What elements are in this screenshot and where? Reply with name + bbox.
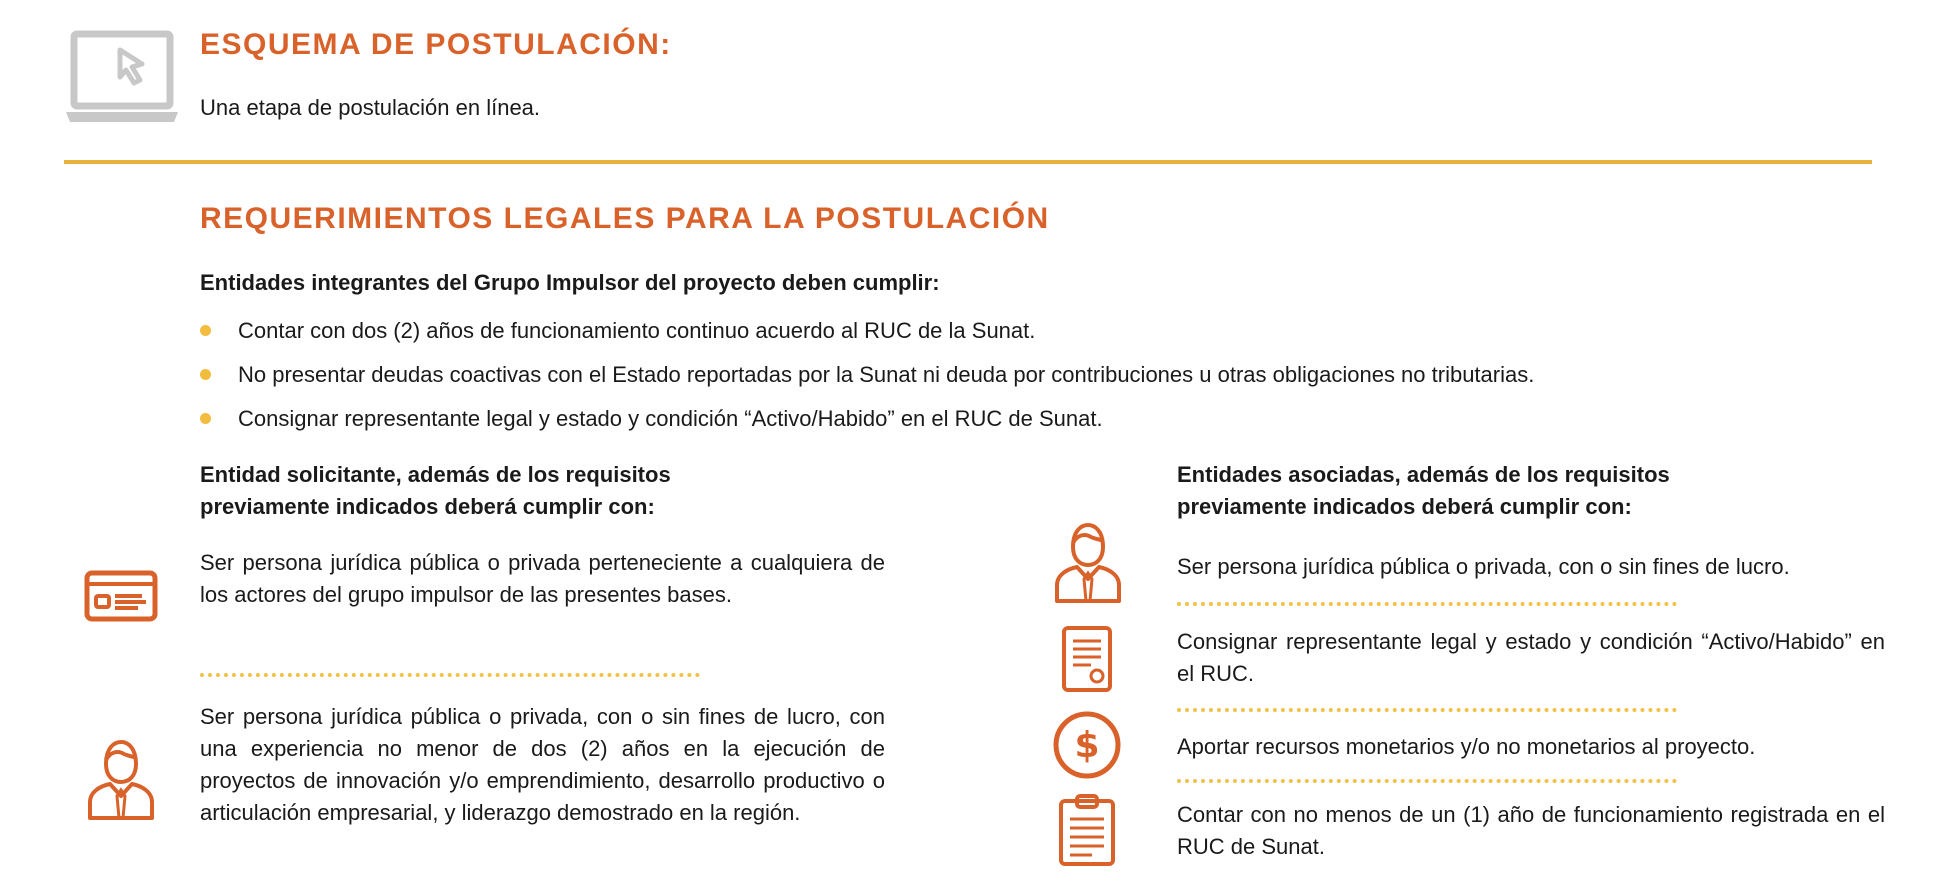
applicant-heading-line1: Entidad solicitante, además de los requisitos xyxy=(200,462,671,487)
associate-requirement-4: Contar con no menos de un (1) año de funcionamiento registrada en el RUC de Sunat. xyxy=(1177,802,1885,859)
associate-separator xyxy=(1177,779,1677,783)
legal-bullet-item: Consignar representante legal y estado y condición “Activo/Habido” en el RUC de Sunat. xyxy=(200,397,1534,441)
applicant-separator xyxy=(200,673,700,677)
schema-text: Una etapa de postulación en línea. xyxy=(200,95,541,120)
legal-bullet-item: No presentar deudas coactivas con el Estado reportadas por la Sunat ni deuda por contribuciones u otras obligaciones no tributarias. xyxy=(200,353,1534,397)
legal-bullet-list xyxy=(200,309,1534,441)
associate-requirement-3: Aportar recursos monetarios y/o no monetarios al proyecto. xyxy=(1177,734,1756,759)
clipboard-icon xyxy=(1058,793,1116,867)
person-icon xyxy=(86,738,156,820)
legal-bullet-item: Contar con dos (2) años de funcionamiento continuo acuerdo al RUC de la Sunat. xyxy=(200,309,1534,353)
svg-text:$: $ xyxy=(1074,725,1100,766)
legal-title: REQUERIMIENTOS LEGALES PARA LA POSTULACIÓN xyxy=(200,202,1050,235)
associate-separator xyxy=(1177,708,1677,712)
applicant-requirement-1: Ser persona jurídica pública o privada perteneciente a cualquiera de los actores del grupo impulsor de las presentes bases. xyxy=(200,550,885,607)
dollar-coin-icon xyxy=(1052,710,1122,780)
associates-heading-line2: previamente indicados deberá cumplir con: xyxy=(1177,494,1632,519)
applicant-requirement-2: Ser persona jurídica pública o privada, con o sin fines de lucro, con una experiencia no menor de dos (2) años en la ejecución de proyectos de innovación y/o emprendimiento, desarrollo productivo o articulación empresarial, y liderazgo demostrado en la región. xyxy=(200,704,885,825)
id-card-icon xyxy=(84,570,158,622)
legal-intro: Entidades integrantes del Grupo Impulsor del proyecto deben cumplir: xyxy=(200,270,940,295)
associate-separator xyxy=(1177,602,1677,606)
associates-heading-line1: Entidades asociadas, además de los requisitos xyxy=(1177,462,1670,487)
document-icon xyxy=(1061,625,1113,693)
laptop-cursor-icon xyxy=(64,30,180,126)
associate-requirement-2: Consignar representante legal y estado y condición “Activo/Habido” en el RUC. xyxy=(1177,629,1885,686)
schema-title: ESQUEMA DE POSTULACIÓN: xyxy=(200,28,672,61)
person-icon xyxy=(1053,521,1123,603)
section-divider xyxy=(64,160,1872,164)
applicant-heading-line2: previamente indicados deberá cumplir con: xyxy=(200,494,655,519)
associate-requirement-1: Ser persona jurídica pública o privada, con o sin fines de lucro. xyxy=(1177,554,1790,579)
